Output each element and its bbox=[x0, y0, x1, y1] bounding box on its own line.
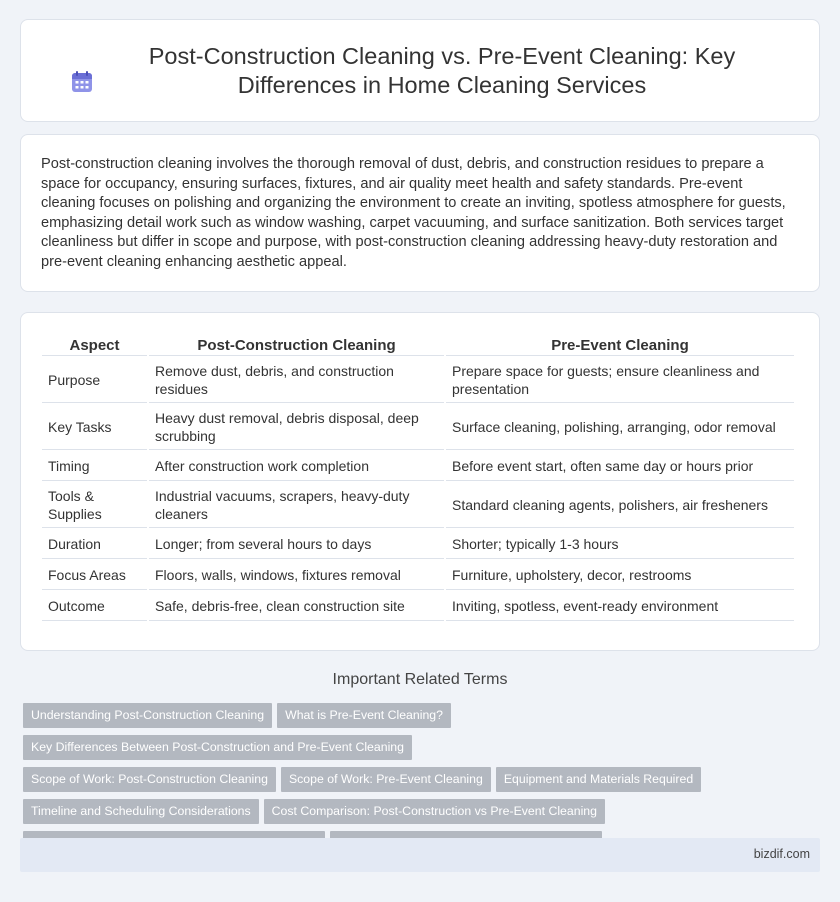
related-term-tag[interactable]: Scope of Work: Post-Construction Cleaning bbox=[23, 767, 276, 792]
related-term-tag[interactable]: Equipment and Materials Required bbox=[496, 767, 701, 792]
related-term-tag[interactable]: Scope of Work: Pre-Event Cleaning bbox=[281, 767, 491, 792]
table-header-row bbox=[42, 334, 794, 356]
cell-post-construction: Floors, walls, windows, fixtures removal bbox=[149, 561, 444, 590]
table-row bbox=[42, 483, 794, 528]
related-term-tag[interactable]: Understanding Post-Construction Cleaning bbox=[23, 703, 272, 728]
table-row bbox=[42, 405, 794, 450]
table-row bbox=[42, 530, 794, 559]
header-post-construction: Post-Construction Cleaning bbox=[149, 334, 444, 356]
cell-aspect: Tools & Supplies bbox=[42, 483, 147, 528]
cell-aspect: Outcome bbox=[42, 592, 147, 621]
cell-pre-event: Before event start, often same day or hours prior bbox=[446, 452, 794, 481]
calendar-icon bbox=[70, 70, 94, 94]
related-term-tag[interactable]: What is Pre-Event Cleaning? bbox=[277, 703, 451, 728]
table-row bbox=[42, 452, 794, 481]
intro-paragraph: Post-construction cleaning involves the thorough removal of dust, debris, and construction residues to prepare a space for occupancy, ensuring surfaces, fixtures, and air quality meet health and safety standards. Pre-event cleaning focuses on polishing and organizing the environment to create an inviting, spotless atmosphere for guests, emphasizing detail work such as window washing, carpet vacuuming, and surface sanitization. Both services target cleanliness but differ in scope and purpose, with post-construction cleaning addressing heavy-duty restoration and pre-event cleaning enhancing aesthetic appeal. bbox=[41, 156, 786, 270]
related-term-tag[interactable]: Cost Comparison: Post-Construction vs Pre-Event Cleaning bbox=[264, 799, 605, 824]
cell-post-construction: Longer; from several hours to days bbox=[149, 530, 444, 559]
table-row bbox=[42, 592, 794, 621]
related-term-tag[interactable]: Timeline and Scheduling Considerations bbox=[23, 799, 259, 824]
cell-aspect: Duration bbox=[42, 530, 147, 559]
cell-aspect: Timing bbox=[42, 452, 147, 481]
header-pre-event: Pre-Event Cleaning bbox=[446, 334, 794, 356]
cell-post-construction: Remove dust, debris, and construction residues bbox=[149, 358, 444, 403]
comparison-table-card bbox=[20, 312, 820, 651]
cell-aspect: Focus Areas bbox=[42, 561, 147, 590]
cell-aspect: Purpose bbox=[42, 358, 147, 403]
footer bbox=[20, 838, 820, 872]
related-terms-heading: Important Related Terms bbox=[332, 671, 508, 688]
page-title: Post-Construction Cleaning vs. Pre-Event Cleaning: Key Differences in Home Cleaning Services bbox=[148, 42, 736, 98]
cell-pre-event: Inviting, spotless, event-ready environment bbox=[446, 592, 794, 621]
cell-pre-event: Shorter; typically 1-3 hours bbox=[446, 530, 794, 559]
title-wrap bbox=[70, 42, 770, 100]
cell-post-construction: Industrial vacuums, scrapers, heavy-duty cleaners bbox=[149, 483, 444, 528]
table-row bbox=[42, 561, 794, 590]
cell-post-construction: Heavy dust removal, debris disposal, deep scrubbing bbox=[149, 405, 444, 450]
cell-pre-event: Furniture, upholstery, decor, restrooms bbox=[446, 561, 794, 590]
table-row bbox=[42, 358, 794, 403]
comparison-table bbox=[40, 332, 796, 623]
cell-pre-event: Surface cleaning, polishing, arranging, odor removal bbox=[446, 405, 794, 450]
footer-site-link[interactable]: bizdif.com bbox=[753, 847, 810, 861]
intro-card bbox=[20, 134, 820, 292]
cell-post-construction: Safe, debris-free, clean construction site bbox=[149, 592, 444, 621]
header-aspect: Aspect bbox=[42, 334, 147, 356]
cell-aspect: Key Tasks bbox=[42, 405, 147, 450]
cell-post-construction: After construction work completion bbox=[149, 452, 444, 481]
title-card bbox=[20, 19, 820, 122]
cell-pre-event: Standard cleaning agents, polishers, air fresheners bbox=[446, 483, 794, 528]
related-term-tag[interactable]: Key Differences Between Post-Construction and Pre-Event Cleaning bbox=[23, 735, 412, 760]
cell-pre-event: Prepare space for guests; ensure cleanliness and presentation bbox=[446, 358, 794, 403]
